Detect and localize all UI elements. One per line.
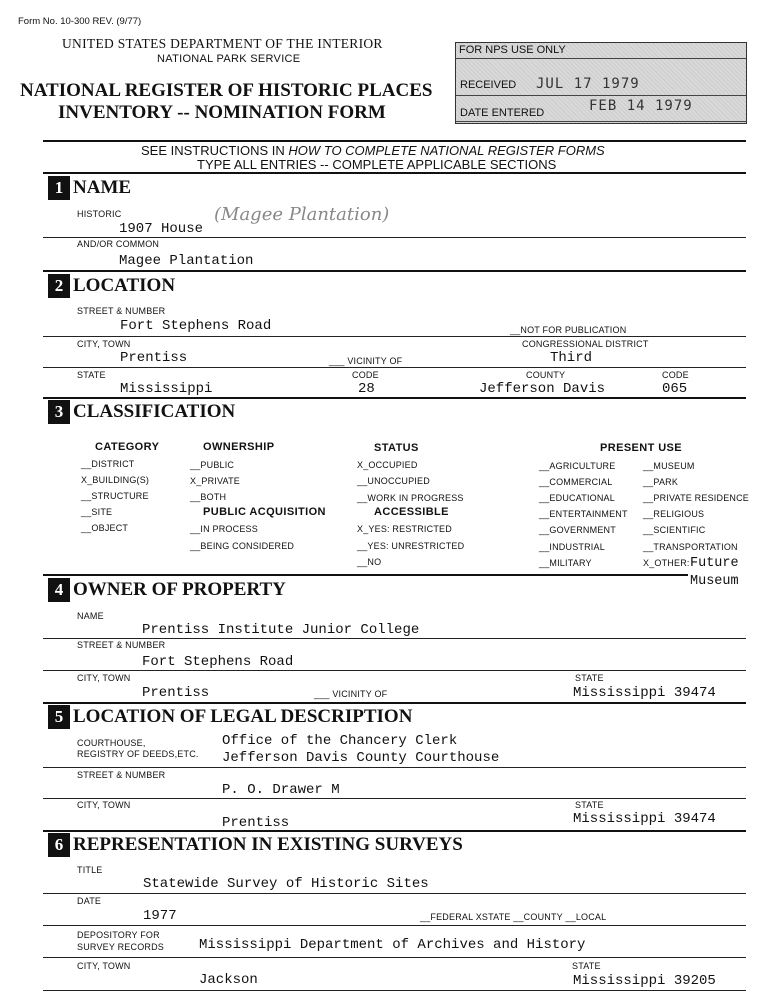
- checkbox-public[interactable]: __PUBLIC: [190, 460, 235, 470]
- ownership-heading: OWNERSHIP: [203, 441, 275, 453]
- checkbox-religious[interactable]: __RELIGIOUS: [643, 509, 705, 519]
- courthouse-label-line2: REGISTRY OF DEEDS,ETC.: [77, 749, 199, 759]
- checkbox-yes-restricted[interactable]: X_YES: RESTRICTED: [357, 524, 452, 534]
- state-code-label: CODE: [352, 370, 379, 380]
- survey-city-rule: [43, 990, 746, 991]
- checkbox-industrial[interactable]: __INDUSTRIAL: [539, 542, 605, 552]
- depository-label-line1: DEPOSITORY FOR: [77, 930, 160, 940]
- section-4-rule: [43, 702, 746, 704]
- checkbox-park[interactable]: __PARK: [643, 477, 679, 487]
- county-label: COUNTY: [526, 370, 566, 380]
- checkbox-private-residence[interactable]: __PRIVATE RESIDENCE: [643, 493, 749, 503]
- section-3-number: 3: [48, 400, 70, 424]
- nps-use-only-box: [455, 42, 747, 124]
- checkbox-scientific[interactable]: __SCIENTIFIC: [643, 525, 706, 535]
- checkbox-government[interactable]: __GOVERNMENT: [539, 525, 616, 535]
- owner-name-value: Prentiss Institute Junior College: [142, 622, 420, 638]
- service-name: NATIONAL PARK SERVICE: [157, 53, 301, 65]
- county-code-value: 065: [662, 381, 688, 397]
- present-use-heading: PRESENT USE: [600, 442, 683, 454]
- public-acquisition-heading: PUBLIC ACQUISITION: [203, 506, 326, 518]
- checkbox-entertainment[interactable]: __ENTERTAINMENT: [539, 509, 628, 519]
- checkbox-agriculture[interactable]: __AGRICULTURE: [539, 461, 616, 471]
- section-5-rule: [43, 830, 746, 832]
- section-3-rule: [43, 574, 688, 576]
- checkbox-other[interactable]: X_OTHER:: [643, 558, 690, 568]
- form-title-line1: NATIONAL REGISTER OF HISTORIC PLACES: [20, 80, 433, 101]
- congressional-district-value: Third: [550, 350, 593, 366]
- owner-name-label: NAME: [77, 611, 104, 621]
- date-entered-label: DATE ENTERED: [460, 107, 545, 119]
- street-rule: [43, 336, 746, 337]
- section-1-rule: [43, 270, 746, 272]
- owner-street-rule: [43, 670, 746, 671]
- checkbox-being-considered[interactable]: __BEING CONSIDERED: [190, 541, 295, 551]
- common-name-value: Magee Plantation: [119, 253, 254, 269]
- checkbox-no[interactable]: __NO: [357, 557, 382, 567]
- owner-name-rule: [43, 638, 746, 639]
- county-code-label: CODE: [662, 370, 689, 380]
- legal-city-label: CITY, TOWN: [77, 800, 131, 810]
- legal-street-rule: [43, 798, 746, 799]
- historic-handwritten-note: (Magee Plantation): [214, 204, 390, 225]
- checkbox-object[interactable]: __OBJECT: [81, 523, 129, 533]
- historic-rule: [43, 237, 746, 238]
- other-value-line1: Future: [690, 556, 739, 571]
- section-1-number: 1: [48, 176, 70, 200]
- survey-date-value: 1977: [143, 908, 177, 924]
- common-name-label: AND/OR COMMON: [77, 239, 160, 249]
- checkbox-structure[interactable]: __STRUCTURE: [81, 491, 149, 501]
- checkbox-yes-unrestricted[interactable]: __YES: UNRESTRICTED: [357, 541, 465, 551]
- header-rule: [43, 140, 746, 142]
- survey-level-options[interactable]: __FEDERAL XSTATE __COUNTY __LOCAL: [420, 912, 607, 922]
- checkbox-educational[interactable]: __EDUCATIONAL: [539, 493, 615, 503]
- courthouse-value-line1: Office of the Chancery Clerk: [222, 733, 458, 749]
- checkbox-district[interactable]: __DISTRICT: [81, 459, 135, 469]
- courthouse-rule: [43, 767, 746, 768]
- legal-state-value: Mississippi 39474: [573, 811, 716, 827]
- historic-value: 1907 House: [119, 221, 204, 237]
- section-6-number: 6: [48, 833, 70, 857]
- survey-date-label: DATE: [77, 896, 102, 906]
- owner-street-label: STREET & NUMBER: [77, 640, 166, 650]
- street-label: STREET & NUMBER: [77, 306, 166, 316]
- state-label: STATE: [77, 370, 106, 380]
- survey-title-label: TITLE: [77, 865, 103, 875]
- section-4-number: 4: [48, 578, 70, 602]
- received-label: RECEIVED: [460, 79, 517, 91]
- owner-state-value: Mississippi 39474: [573, 685, 716, 701]
- checkbox-work-in-progress[interactable]: __WORK IN PROGRESS: [357, 493, 464, 503]
- checkbox-military[interactable]: __MILITARY: [539, 558, 592, 568]
- instructions-rule: [43, 172, 746, 174]
- owner-city-label: CITY, TOWN: [77, 673, 131, 683]
- accessible-heading: ACCESSIBLE: [374, 506, 449, 518]
- legal-street-value: P. O. Drawer M: [222, 782, 340, 798]
- form-title-line2: INVENTORY -- NOMINATION FORM: [58, 102, 386, 123]
- section-2-number: 2: [48, 274, 70, 298]
- section-2-rule: [43, 397, 746, 399]
- checkbox-site[interactable]: __SITE: [81, 507, 113, 517]
- checkbox-museum[interactable]: __MUSEUM: [643, 461, 695, 471]
- survey-state-value: Mississippi 39205: [573, 973, 716, 989]
- section-6-title: REPRESENTATION IN EXISTING SURVEYS: [73, 834, 463, 855]
- vicinity-of[interactable]: ___ VICINITY OF: [329, 356, 403, 366]
- survey-date-rule: [43, 925, 746, 926]
- checkbox-transportation[interactable]: __TRANSPORTATION: [643, 542, 738, 552]
- instructions-line2: TYPE ALL ENTRIES -- COMPLETE APPLICABLE SECTIONS: [197, 157, 557, 172]
- section-1-title: NAME: [73, 177, 132, 198]
- historic-label: HISTORIC: [77, 209, 122, 219]
- checkbox-in-process[interactable]: __IN PROCESS: [190, 524, 258, 534]
- city-rule: [43, 367, 746, 368]
- checkbox-commercial[interactable]: __COMMERCIAL: [539, 477, 613, 487]
- received-stamp: JUL 17 1979: [536, 76, 640, 92]
- checkbox-private[interactable]: X_PRIVATE: [190, 476, 240, 486]
- city-label: CITY, TOWN: [77, 339, 131, 349]
- not-for-publication[interactable]: __NOT FOR PUBLICATION: [510, 325, 627, 335]
- legal-street-label: STREET & NUMBER: [77, 770, 166, 780]
- survey-city-value: Jackson: [199, 972, 258, 988]
- other-value-line2: Museum: [690, 574, 739, 589]
- county-value: Jefferson Davis: [479, 381, 606, 397]
- survey-state-label: STATE: [572, 961, 601, 971]
- depository-rule: [43, 957, 746, 958]
- state-value: Mississippi: [120, 381, 213, 397]
- legal-state-label: STATE: [575, 800, 604, 810]
- checkbox-occupied[interactable]: X_OCCUPIED: [357, 460, 418, 470]
- form-number: Form No. 10-300 REV. (9/77): [18, 16, 142, 27]
- status-heading: STATUS: [374, 442, 419, 454]
- congressional-district-label: CONGRESSIONAL DISTRICT: [522, 339, 649, 349]
- owner-state-label: STATE: [575, 673, 604, 683]
- department-name: UNITED STATES DEPARTMENT OF THE INTERIOR: [62, 36, 383, 51]
- survey-title-value: Statewide Survey of Historic Sites: [143, 876, 429, 892]
- date-entered-stamp: FEB 14 1979: [589, 98, 693, 114]
- owner-city-value: Prentiss: [142, 685, 210, 701]
- section-5-title: LOCATION OF LEGAL DESCRIPTION: [73, 706, 413, 727]
- checkbox-both[interactable]: __BOTH: [190, 492, 227, 502]
- section-2-title: LOCATION: [73, 275, 176, 296]
- section-3-title: CLASSIFICATION: [73, 401, 236, 422]
- section-5-number: 5: [48, 705, 70, 729]
- depository-value: Mississippi Department of Archives and History: [199, 937, 586, 953]
- nps-box-header: FOR NPS USE ONLY: [459, 44, 566, 56]
- owner-vicinity-of[interactable]: ___ VICINITY OF: [314, 689, 388, 699]
- courthouse-label-line1: COURTHOUSE,: [77, 738, 146, 748]
- survey-city-label: CITY, TOWN: [77, 961, 131, 971]
- courthouse-value-line2: Jefferson Davis County Courthouse: [222, 750, 500, 766]
- instructions-line1: SEE INSTRUCTIONS IN HOW TO COMPLETE NATIONAL REGISTER FORMS: [141, 143, 605, 158]
- checkbox-unoccupied[interactable]: __UNOCCUPIED: [357, 476, 430, 486]
- state-code-value: 28: [358, 381, 375, 397]
- depository-label-line2: SURVEY RECORDS: [77, 942, 164, 952]
- owner-street-value: Fort Stephens Road: [142, 654, 294, 670]
- category-heading: CATEGORY: [95, 441, 160, 453]
- section-4-title: OWNER OF PROPERTY: [73, 579, 286, 600]
- survey-title-rule: [43, 893, 746, 894]
- city-value: Prentiss: [120, 350, 188, 366]
- legal-city-value: Prentiss: [222, 815, 290, 831]
- checkbox-buildings[interactable]: X_BUILDING(S): [81, 475, 150, 485]
- street-value: Fort Stephens Road: [120, 318, 272, 334]
